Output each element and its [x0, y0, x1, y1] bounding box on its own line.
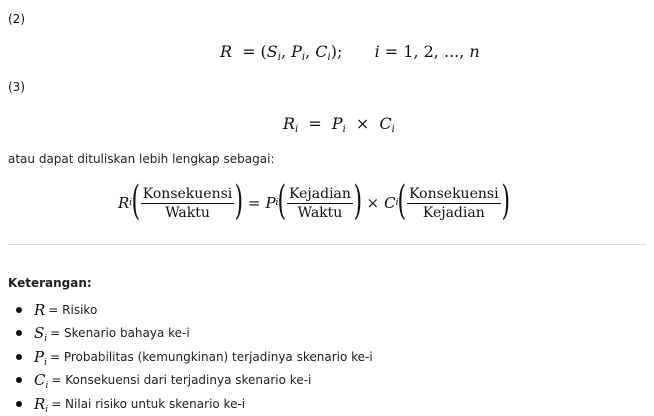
fraction-kejadian-waktu: [287, 185, 353, 222]
equation-number-2: (2): [8, 12, 25, 26]
eq2-s-symbol: S: [266, 42, 278, 61]
legend-description: = Probabilitas (kemungkinan) terjadinya skenario ke-i: [49, 349, 373, 364]
legend-symbol: $S_i$: [34, 324, 48, 345]
exp-times: ×: [366, 194, 380, 212]
fraction-2-numerator: Kejadian: [289, 185, 351, 202]
eq2-n-symbol: n: [469, 42, 480, 61]
legend-symbol: R: [34, 300, 46, 319]
intro-text: atau dapat dituliskan lebih lengkap sebagai:: [8, 152, 275, 166]
fraction-1-denominator: Waktu: [165, 204, 210, 221]
section-divider: [8, 244, 646, 245]
legend-description: = Skenario bahaya ke-i: [50, 326, 190, 341]
exp-r-symbol: R: [118, 194, 130, 212]
list-item: [8, 392, 373, 416]
fraction-3-denominator: Kejadian: [422, 204, 485, 221]
exp-p-symbol: P: [265, 194, 276, 212]
legend-description: = Nilai risiko untuk skenario ke-i: [51, 396, 246, 411]
eq2-close-paren: );: [330, 42, 343, 61]
legend-symbol: $P_i$: [34, 347, 47, 368]
expanded-equation: R i ( $\frac{\text{Konsekuensi}}{\text{Waktu}}$ ) = P i ( $\frac{\text{Kejadian}}{\text{Waktu}}$ ) × C i ( $\frac{\text{Konsekuensi}}{\text{Kejadian}}$ ): [118, 178, 510, 224]
bullet-icon: [16, 377, 22, 383]
fraction-konsekuensi-kejadian: [407, 185, 500, 222]
exp-c-symbol: C: [384, 194, 396, 212]
fraction-3-numerator: Konsekuensi: [409, 185, 499, 202]
eq2-s-subscript: i: [277, 52, 281, 63]
eq2-open-paren: (: [260, 42, 267, 61]
eq2-p-subscript: i: [301, 52, 306, 63]
eq2-c-symbol: C: [315, 42, 328, 61]
eq2-p-symbol: P: [291, 42, 302, 61]
exp-r-subscript: i: [129, 198, 133, 208]
fraction-1-numerator: Konsekuensi: [142, 185, 233, 202]
eq3-p-subscript: i: [342, 124, 346, 135]
eq2-index-symbol: i: [374, 42, 380, 61]
bullet-icon: [16, 307, 22, 313]
legend-description: = Konsekuensi dari terjadinya skenario ke-i: [51, 373, 312, 388]
eq3-r-subscript: i: [295, 124, 299, 135]
legend-symbol: $C_i$: [34, 371, 49, 392]
eq3-c-subscript: i: [391, 124, 395, 135]
exp-equals: =: [247, 194, 261, 212]
eq3-times: ×: [355, 114, 370, 133]
legend-description: = Risiko: [48, 302, 98, 317]
eq3-c-symbol: C: [379, 114, 392, 133]
exp-p-subscript: i: [275, 198, 279, 208]
bullet-icon: [16, 330, 22, 336]
eq2-r-symbol: R: [220, 42, 233, 61]
legend-list: [8, 298, 373, 416]
list-item: [8, 369, 373, 393]
legend-title: Keterangan:: [8, 276, 92, 290]
legend-symbol: $R_i$: [34, 394, 49, 415]
eq3-p-symbol: P: [331, 114, 343, 133]
equation-number-3: (3): [8, 80, 25, 94]
eq2-equals: =: [242, 42, 256, 61]
list-item: [8, 322, 373, 346]
fraction-2-denominator: Waktu: [297, 204, 343, 221]
eq2-range: = 1, 2, ...,: [384, 42, 470, 61]
eq2-c-subscript: i: [327, 52, 331, 63]
bullet-icon: [16, 354, 22, 360]
fraction-konsekuensi-waktu: [141, 185, 234, 222]
eq3-r-symbol: R: [283, 114, 296, 133]
bullet-icon: [16, 401, 22, 407]
list-item: [8, 345, 373, 369]
exp-c-subscript: i: [395, 198, 399, 208]
equation-3: [283, 114, 395, 133]
equation-2: $R = (S_i$, $P_i$, $C_i$); i = 1, 2, ..., n: [220, 42, 480, 63]
eq3-equals: =: [308, 114, 322, 133]
list-item: [8, 298, 373, 322]
